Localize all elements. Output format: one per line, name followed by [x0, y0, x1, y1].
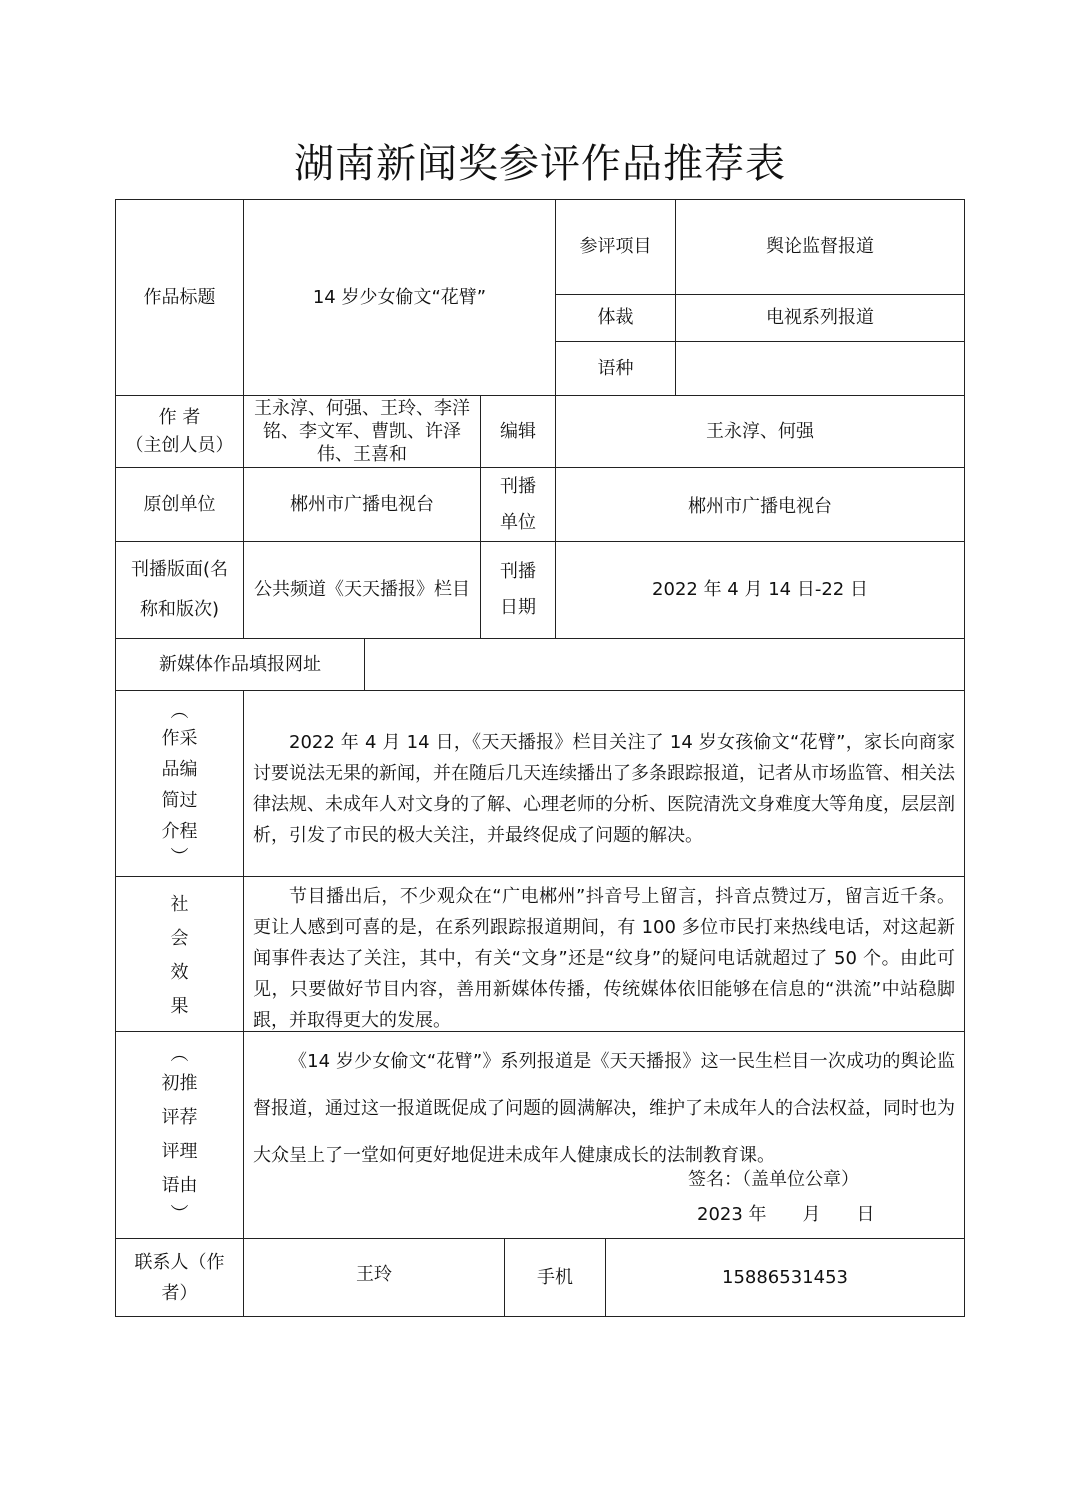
effect-label	[116, 886, 243, 1026]
publish-unit-label	[481, 468, 555, 541]
phone-label: 手机	[537, 1266, 573, 1288]
recommend-label-char: 初推	[161, 1073, 198, 1094]
editor-value: 王永淳、何强	[706, 420, 814, 442]
contact-label-line2: 者）	[161, 1282, 198, 1304]
contact-name: 王玲	[356, 1263, 392, 1285]
genre-value: 电视系列报道	[766, 307, 874, 328]
recommend-label-char: ︶	[170, 1204, 189, 1225]
language-label: 语种	[597, 357, 634, 379]
intro-label-char: 介程	[161, 821, 198, 842]
work-title-value: 14 岁少女偷文“花臂”	[312, 286, 487, 308]
signature-line: 签名：（盖单位公章）	[688, 1169, 859, 1190]
author-label-line2: （主创人员）	[125, 434, 234, 456]
recommend-label	[116, 1042, 243, 1228]
layout-label-line2: 称和版次)	[139, 599, 220, 620]
recommend-label-char: ︵	[170, 1044, 189, 1065]
publish-date-label-line2: 日期	[500, 597, 536, 618]
layout-label	[116, 542, 243, 638]
publish-unit-label-line2: 单位	[500, 511, 536, 533]
editor-label: 编辑	[500, 420, 536, 442]
contact-label-line1: 联系人（作	[134, 1251, 225, 1273]
recommend-label-char: 评荐	[161, 1107, 198, 1128]
author-value: 王永淳、何强、王玲、李洋铭、李文军、曹凯、许泽伟、王喜和	[254, 398, 470, 465]
layout-value: 公共频道《天天播报》栏目	[254, 579, 470, 600]
intro-label-char: 品编	[161, 759, 198, 780]
effect-label-char: 果	[170, 996, 189, 1017]
intro-label-char: 简过	[161, 790, 198, 811]
publish-unit-value: 郴州市广播电视台	[688, 495, 832, 517]
layout-label-line1: 刊播版面(名	[130, 559, 229, 580]
author-label	[116, 396, 243, 467]
publish-date-label-line1: 刊播	[500, 561, 536, 582]
language-value[interactable]	[676, 342, 964, 395]
work-title-label: 作品标题	[143, 286, 216, 308]
effect-text: 节目播出后，不少观众在“广电郴州”抖音号上留言，抖音点赞过万，留言近千条。更让人感到可喜的是，在系列跟踪报道期间，有 100 多位市民打来热线电话，对这起新闻事件表达了关注，其中，有关“文身”还是“纹身”的疑问电话就超过了 50 个。由此可见，只要做好节目内容，善用新媒体传播，传统媒体依旧能够在信息的“洪流”中站稳脚跟，并取得更大的发展。	[253, 886, 955, 1031]
intro-label	[116, 700, 243, 870]
effect-label-char: 社	[170, 894, 189, 915]
genre-label: 体裁	[597, 307, 634, 328]
signature-date: 2023 年 月 日	[697, 1204, 875, 1225]
contact-label	[116, 1239, 243, 1316]
newmedia-label: 新媒体作品填报网址	[159, 653, 321, 675]
publish-date-value: 2022 年 4 月 14 日-22 日	[652, 579, 868, 600]
origin-unit-label: 原创单位	[143, 493, 216, 515]
intro-label-char: ︶	[170, 847, 189, 868]
publish-unit-label-line1: 刊播	[500, 475, 536, 497]
origin-unit-value: 郴州市广播电视台	[290, 493, 434, 515]
page-title: 湖南新闻奖参评作品推荐表	[294, 141, 786, 187]
recommend-label-char: 语由	[161, 1175, 198, 1196]
intro-label-char: ︵	[170, 701, 189, 722]
category-label: 参评项目	[579, 236, 652, 257]
intro-text: 2022 年 4 月 14 日，《天天播报》栏目关注了 14 岁女孩偷文“花臂”，家长向商家讨要说法无果的新闻，并在随后几天连续播出了多条跟踪报道，记者从市场监管、相关法律法规、未成年人对文身的了解、心理老师的分析、医院清洗文身难度大等角度，层层剖析，引发了市民的极大关注，并最终促成了问题的解决。	[253, 732, 955, 846]
intro-label-char: 作采	[161, 728, 198, 749]
recommend-label-char: 评理	[161, 1141, 198, 1162]
category-value: 舆论监督报道	[766, 236, 874, 257]
recommend-text: 《14 岁少女偷文“花臂”》系列报道是《天天播报》这一民生栏目一次成功的舆论监督报道，通过这一报道既促成了问题的圆满解决，维护了未成年人的合法权益，同时也为大众呈上了一堂如何更好地促进未成年人健康成长的法制教育课。	[253, 1051, 955, 1166]
publish-date-label	[481, 542, 555, 638]
effect-label-char: 会	[170, 928, 189, 949]
newmedia-value[interactable]	[365, 639, 964, 690]
author-label-line1: 作 者	[158, 406, 201, 428]
effect-label-char: 效	[170, 962, 189, 983]
phone-value: 15886531453	[722, 1266, 848, 1288]
